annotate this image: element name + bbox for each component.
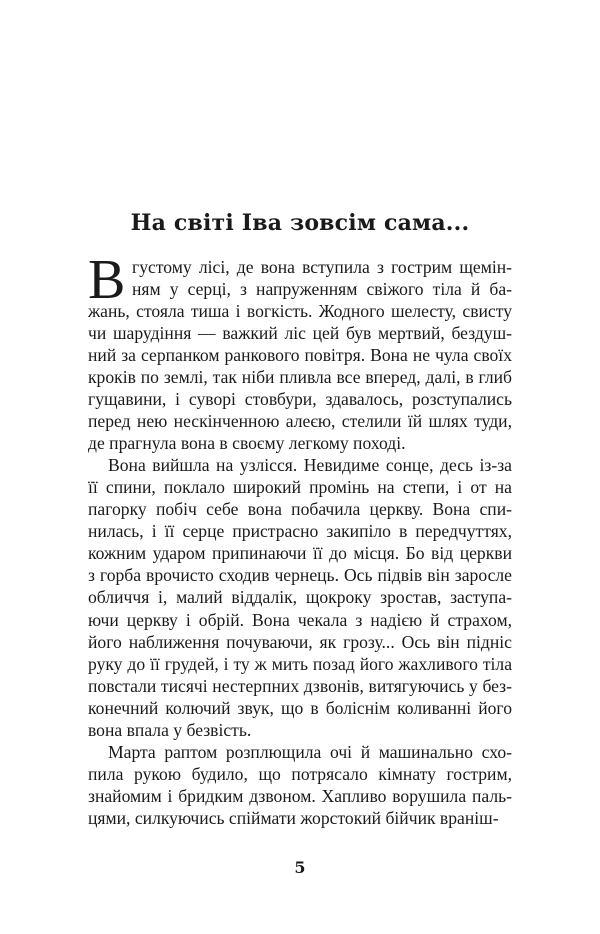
text-line: цями, силкуючись спіймати жорстокий бійчик враніш-	[88, 807, 499, 828]
text-line: кожним ударом припинаючи її до місця. Бо від церкви	[88, 543, 512, 564]
text-line: руку до її грудей, і ту ж мить позад його жахливого тіла	[88, 653, 512, 674]
text-line: ючи церкву і обрій. Вона чекала з надією й страхом,	[88, 609, 512, 630]
text-line: жань, стояла тиша і вогкість. Жодного шелесту, свисту	[88, 301, 512, 322]
drop-cap: В	[88, 249, 126, 311]
text-line: гущавини, і суворі стовбури, здавалось, розступались	[88, 389, 512, 410]
text-line: вона впала у безвість.	[88, 719, 252, 740]
text-line: ний за серпанком ранкового повітря. Вона не чула своїх	[88, 345, 512, 366]
text-line: густому лісі, де вона вступила з гострим щемін-	[132, 257, 512, 277]
text-line: знайомим і бридким дзвоном. Хапливо ворушила паль-	[88, 785, 512, 806]
page-number: 5	[294, 858, 306, 877]
text-line: повстали тисячі нестерпних дзвонів, витягуючись у без-	[88, 675, 512, 696]
text-line: перед нею нескінченною алеєю, стелили їй шлях туди,	[88, 411, 512, 432]
text-line: чи шарудіння — важкий ліс цей був мертвий, бездуш-	[88, 323, 512, 344]
body-text	[88, 249, 512, 829]
text-line: її спини, поклало широкий промінь на степи, і от на	[88, 477, 512, 498]
text-line: конечний колючий звук, що в боліснім коливанні його	[88, 697, 512, 718]
text-line: Вона вийшла на узлісся. Невидиме сонце, десь із-за	[108, 455, 512, 476]
text-line: кроків по землі, так ніби пливла все вперед, далі, в глиб	[88, 367, 512, 388]
chapter-title: На світі Іва зовсім сама...	[130, 210, 470, 236]
text-line: з горба врочисто сходив чернець. Ось підвів він заросле	[88, 565, 512, 586]
text-line: де прагнула вона в своєму легкому поході.	[88, 433, 406, 454]
text-line: пагорку побіч себе вона побачила церкву. Вона спи-	[88, 499, 512, 520]
text-line: Марта раптом розплющила очі й машинально схо-	[108, 741, 512, 762]
text-line: ням у серці, з напруженням свіжого тіла й ба-	[132, 279, 512, 300]
text-line: пила рукою будило, що потрясало кімнату гострим,	[88, 763, 512, 784]
text-line: нилась, і її серце пристрасно закипіло в передчуттях,	[88, 521, 512, 542]
text-line: його наближення почуваючи, як грозу... Ось він підніс	[88, 631, 512, 652]
text-line: обличчя і, малий віддалік, щокроку зростав, заступа-	[88, 587, 512, 608]
